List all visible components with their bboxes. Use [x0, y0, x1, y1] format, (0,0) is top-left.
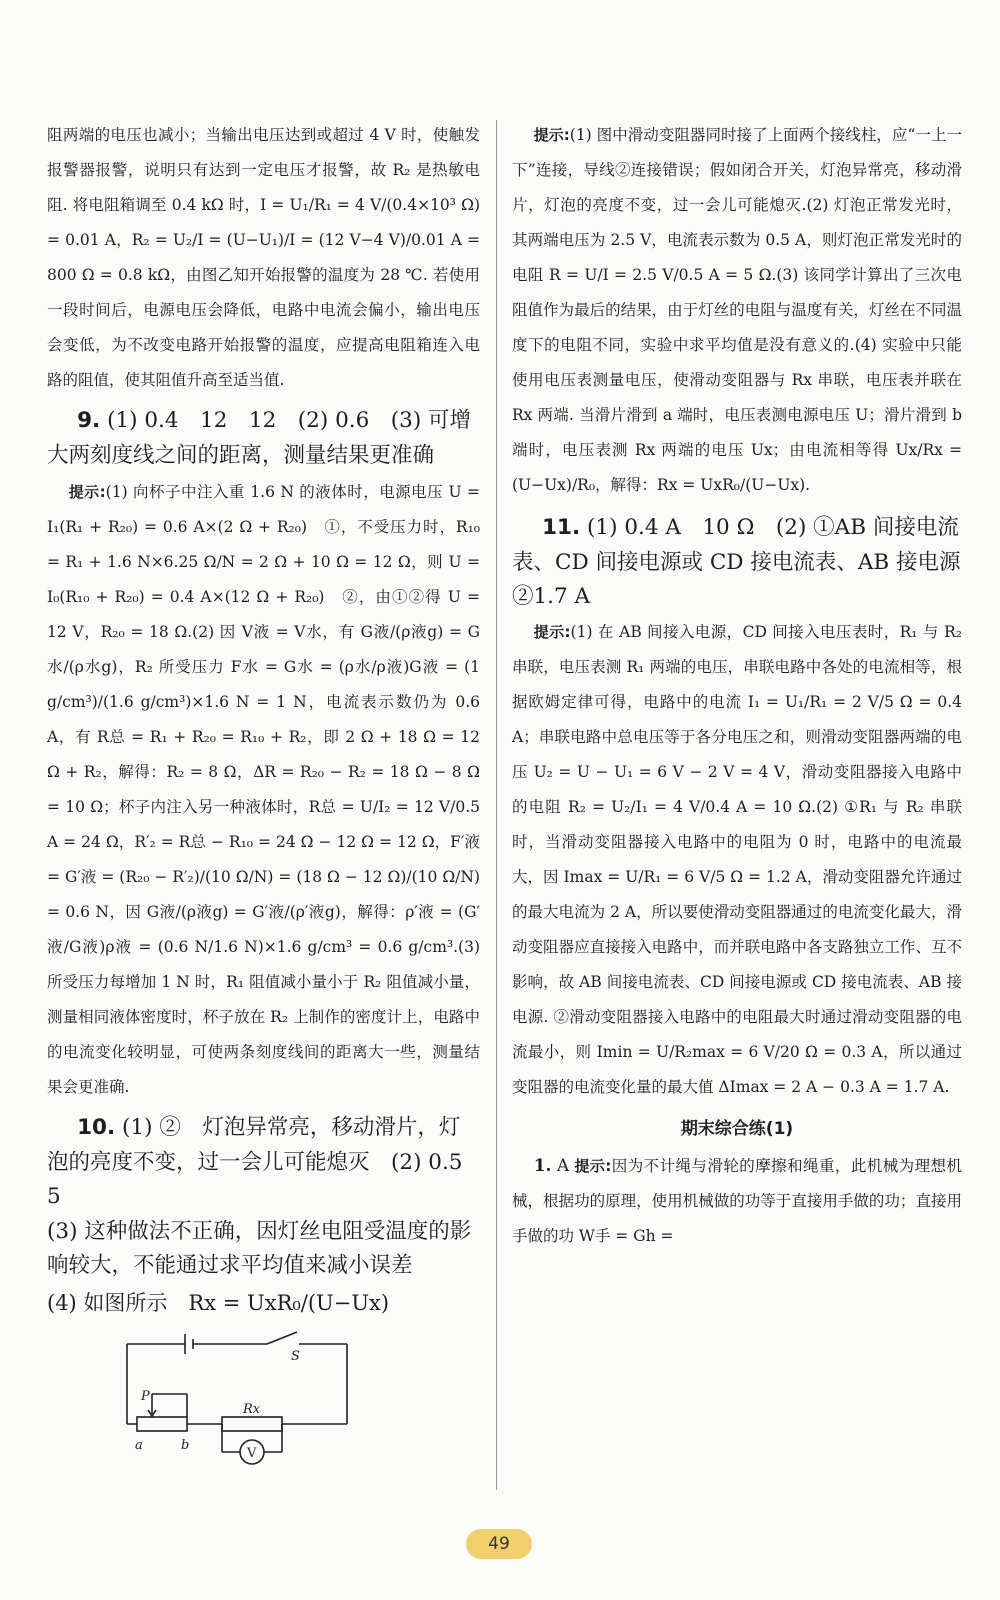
answer-q10-part4: (4) 如图所示 Rx = UxR₀/(U−Ux) [47, 1290, 390, 1315]
question-number: 10. [77, 1115, 116, 1140]
answer-q9 [47, 404, 480, 473]
rheostat [137, 1417, 187, 1431]
answer-q10 [47, 1111, 484, 1215]
switch [267, 1332, 297, 1344]
answer-q1 [512, 1149, 962, 1254]
hint-q11 [512, 615, 962, 1105]
hint-text: (1) 在 AB 间接入电源，CD 间接入电压表时，R₁ 与 R₂ 串联，电压表测 R₁ 两端的电压，串联电路中各处的电流相等，根据欧姆定律可得，电路中的电流 I₁ = U₁/R₁ = 2 V/5 Ω = 0.4 A；串联电路中总电压等于各分电压之和，则滑动变阻器两端的电压 U₂ = U − U₁ = 6 V − 2 V = 4 V，滑动变阻器接入电路中的电阻 R₂ = U₂/I₁ = 4 V/0.4 A = 10 Ω.(2) ①R₁ 与 R₂ 串联时，当滑动变阻器接入电路中的电阻为 0 时，电路中的电流最大，因 Imax = U/R₁ = 6 V/5 Ω = 1.2 A，滑动变阻器允许通过的最大电流为 2 A，所以要使滑动变阻器通过的电流变化最大，滑动变阻器应直接接入电路中，而并联电路中各支路独立工作、互不影响，故 AB 间接电流表、CD 间接电源或 CD 接电流表、AB 接电源. ②滑动变阻器接入电路中的电阻最大时通过滑动变阻器的电流最小，则 Imin = U/R₂max = 6 V/20 Ω = 0.3 A，所以通过变阻器的电流变化量的最大值 ΔImax = 2 A − 0.3 A = 1.7 A. [512, 622, 963, 1096]
label-voltmeter: V [247, 1445, 257, 1461]
label-switch: S [291, 1348, 300, 1364]
answer-q11 [512, 511, 983, 615]
question-number: 11. [542, 515, 581, 540]
hint-q9 [47, 475, 480, 1105]
left-column [47, 118, 484, 1474]
question-number: 9. [77, 408, 101, 433]
label-b: b [181, 1437, 190, 1453]
section-title: 期末综合练(1) [680, 1118, 794, 1139]
hint-q10 [512, 118, 962, 503]
hint-label: 提示: [574, 1156, 612, 1175]
hint-text: (1) 向杯子中注入重 1.6 N 的液体时，电源电压 U = I₁(R₁ + R₂₀) = 0.6 A×(2 Ω + R₂₀) ①，不受压力时，R₁₀ = R₁ + 1.6 N×6.25 Ω/N = 2 Ω + 10 Ω = 12 Ω，则 U = I₀(R₁₀ + R₂₀) = 0.4 A×(12 Ω + R₂₀) ②，由①②得 U = 12 V，R₂₀ = 18 Ω.(2) 因 V液 = V水，有 G液/(ρ液g) = G水/(ρ水g)，R₂ 所受压力 F水 = G水 = (ρ水/ρ液)G液 = (1 g/cm³)/(1.6 g/cm³)×1.6 N = 1 N，电流表示数仍为 0.6 A，有 R总 = R₁ + R₂₀ = R₁₀ + R₂，即 2 Ω + 18 Ω = 12 Ω + R₂，解得：R₂ = 8 Ω，ΔR = R₂₀ − R₂ = 18 Ω − 8 Ω = 10 Ω；杯子内注入另一种液体时，R总 = U/I₂ = 12 V/0.5 A = 24 Ω，R′₂ = R总 − R₁₀ = 24 Ω − 12 Ω = 12 Ω，F′液 = G′液 = (R₂₀ − R′₂)/(10 Ω/N) = (18 Ω − 12 Ω)/(10 Ω/N) = 0.6 N，因 G液/(ρ液g) = G′液/(ρ′液g)，解得：ρ′液 = (G′液/G液)ρ液 = (0.6 N/1.6 N)×1.6 g/cm³ = 0.6 g/cm³.(3) 所受压力每增加 1 N 时，R₁ 阻值减小量小于 R₂ 阻值减小量，测量相同液体密度时，杯子放在 R₂ 上制作的密度计上，电路中的电流变化较明显，可使两条刻度线间的距离大一些，测量结果会更准确. [47, 483, 480, 1096]
answer-text: (1) 0.4 12 12 (2) 0.6 (3) 可增大两刻度线之间的距离，测量结果更准确 [47, 408, 472, 468]
label-a: a [135, 1437, 143, 1453]
right-column [512, 118, 983, 1254]
answer-text: A [556, 1155, 570, 1176]
hint-label: 提示: [533, 622, 571, 641]
circuit-diagram [107, 1324, 367, 1474]
hint-text: (1) 图中滑动变阻器同时接了上面两个接线柱，应“一上一下”连接，导线②连接错误；假如闭合开关，灯泡异常亮，移动滑片，灯泡的亮度不变，过一会儿可能熄灭.(2) 灯泡正常发光时，其两端电压为 2.5 V，电流表示数为 0.5 A，则灯泡正常发光时的电阻 R = U/I = 2.5 V/0.5 A = 5 Ω.(3) 该同学计算出了三次电阻值作为最后的结果，由于灯丝的电阻与温度有关，灯丝在不同温度下的电阻不同，实验中求平均值是没有意义的.(4) 实验中只能使用电压表测量电压，使滑动变阻器与 Rx 串联，电压表并联在 Rx 两端. 当滑片滑到 a 端时，电压表测电源电压 U；滑片滑到 b 端时，电压表测 Rx 两端的电压 Ux；由电流相等得 Ux/Rx = (U−Ux)/R₀，解得：Rx = UxR₀/(U−Ux). [512, 126, 962, 494]
answer-text: (1) ② 灯泡异常亮，移动滑片，灯泡的亮度不变，过一会儿可能熄灭 (2) 0.5 5 [47, 1115, 484, 1209]
page-number: 49 [466, 1529, 532, 1559]
label-rx: Rx [243, 1401, 261, 1417]
label-slider: P [141, 1388, 150, 1404]
paragraph-q8-continued: 阻两端的电压也减小；当输出电压达到或超过 4 V 时，使触发报警器报警，说明只有达到一定电压才报警，故 R₂ 是热敏电阻. 将电阻箱调至 0.4 kΩ 时，I = U₁/R₁ = 4 V/(0.4×10³ Ω) = 0.01 A，R₂ = U₂/I = (U−U₁)/I = (12 V−4 V)/0.01 A = 800 Ω = 0.8 kΩ，由图乙知开始报警的温度为 28 ℃. 若使用一段时间后，电源电压会降低，电路中电流会偏小，输出电压会变低，为不改变电路开始报警的温度，应提高电阻箱连入电路的阻值，使其阻值升高至适当值. [47, 126, 480, 389]
hint-text: 因为不计绳与滑轮的摩擦和绳重，此机械为理想机械，根据功的原理，使用机械做的功等于直接用手做的功；直接用手做的功 W手 = Gh = [512, 1156, 962, 1245]
question-number: 1. [533, 1155, 552, 1176]
answer-text: (1) 0.4 A 10 Ω (2) ①AB 间接电流表、CD 间接电源或 CD 接电流表、AB 接电源 ②1.7 A [512, 515, 983, 609]
column-divider [496, 120, 497, 1490]
resistor-rx [222, 1417, 282, 1431]
hint-label: 提示: [68, 483, 106, 501]
answer-q10-part3: (3) 这种做法不正确，因灯丝电阻受温度的影响较大，不能通过求平均值来减小误差 [47, 1218, 472, 1278]
hint-label: 提示: [533, 126, 570, 144]
